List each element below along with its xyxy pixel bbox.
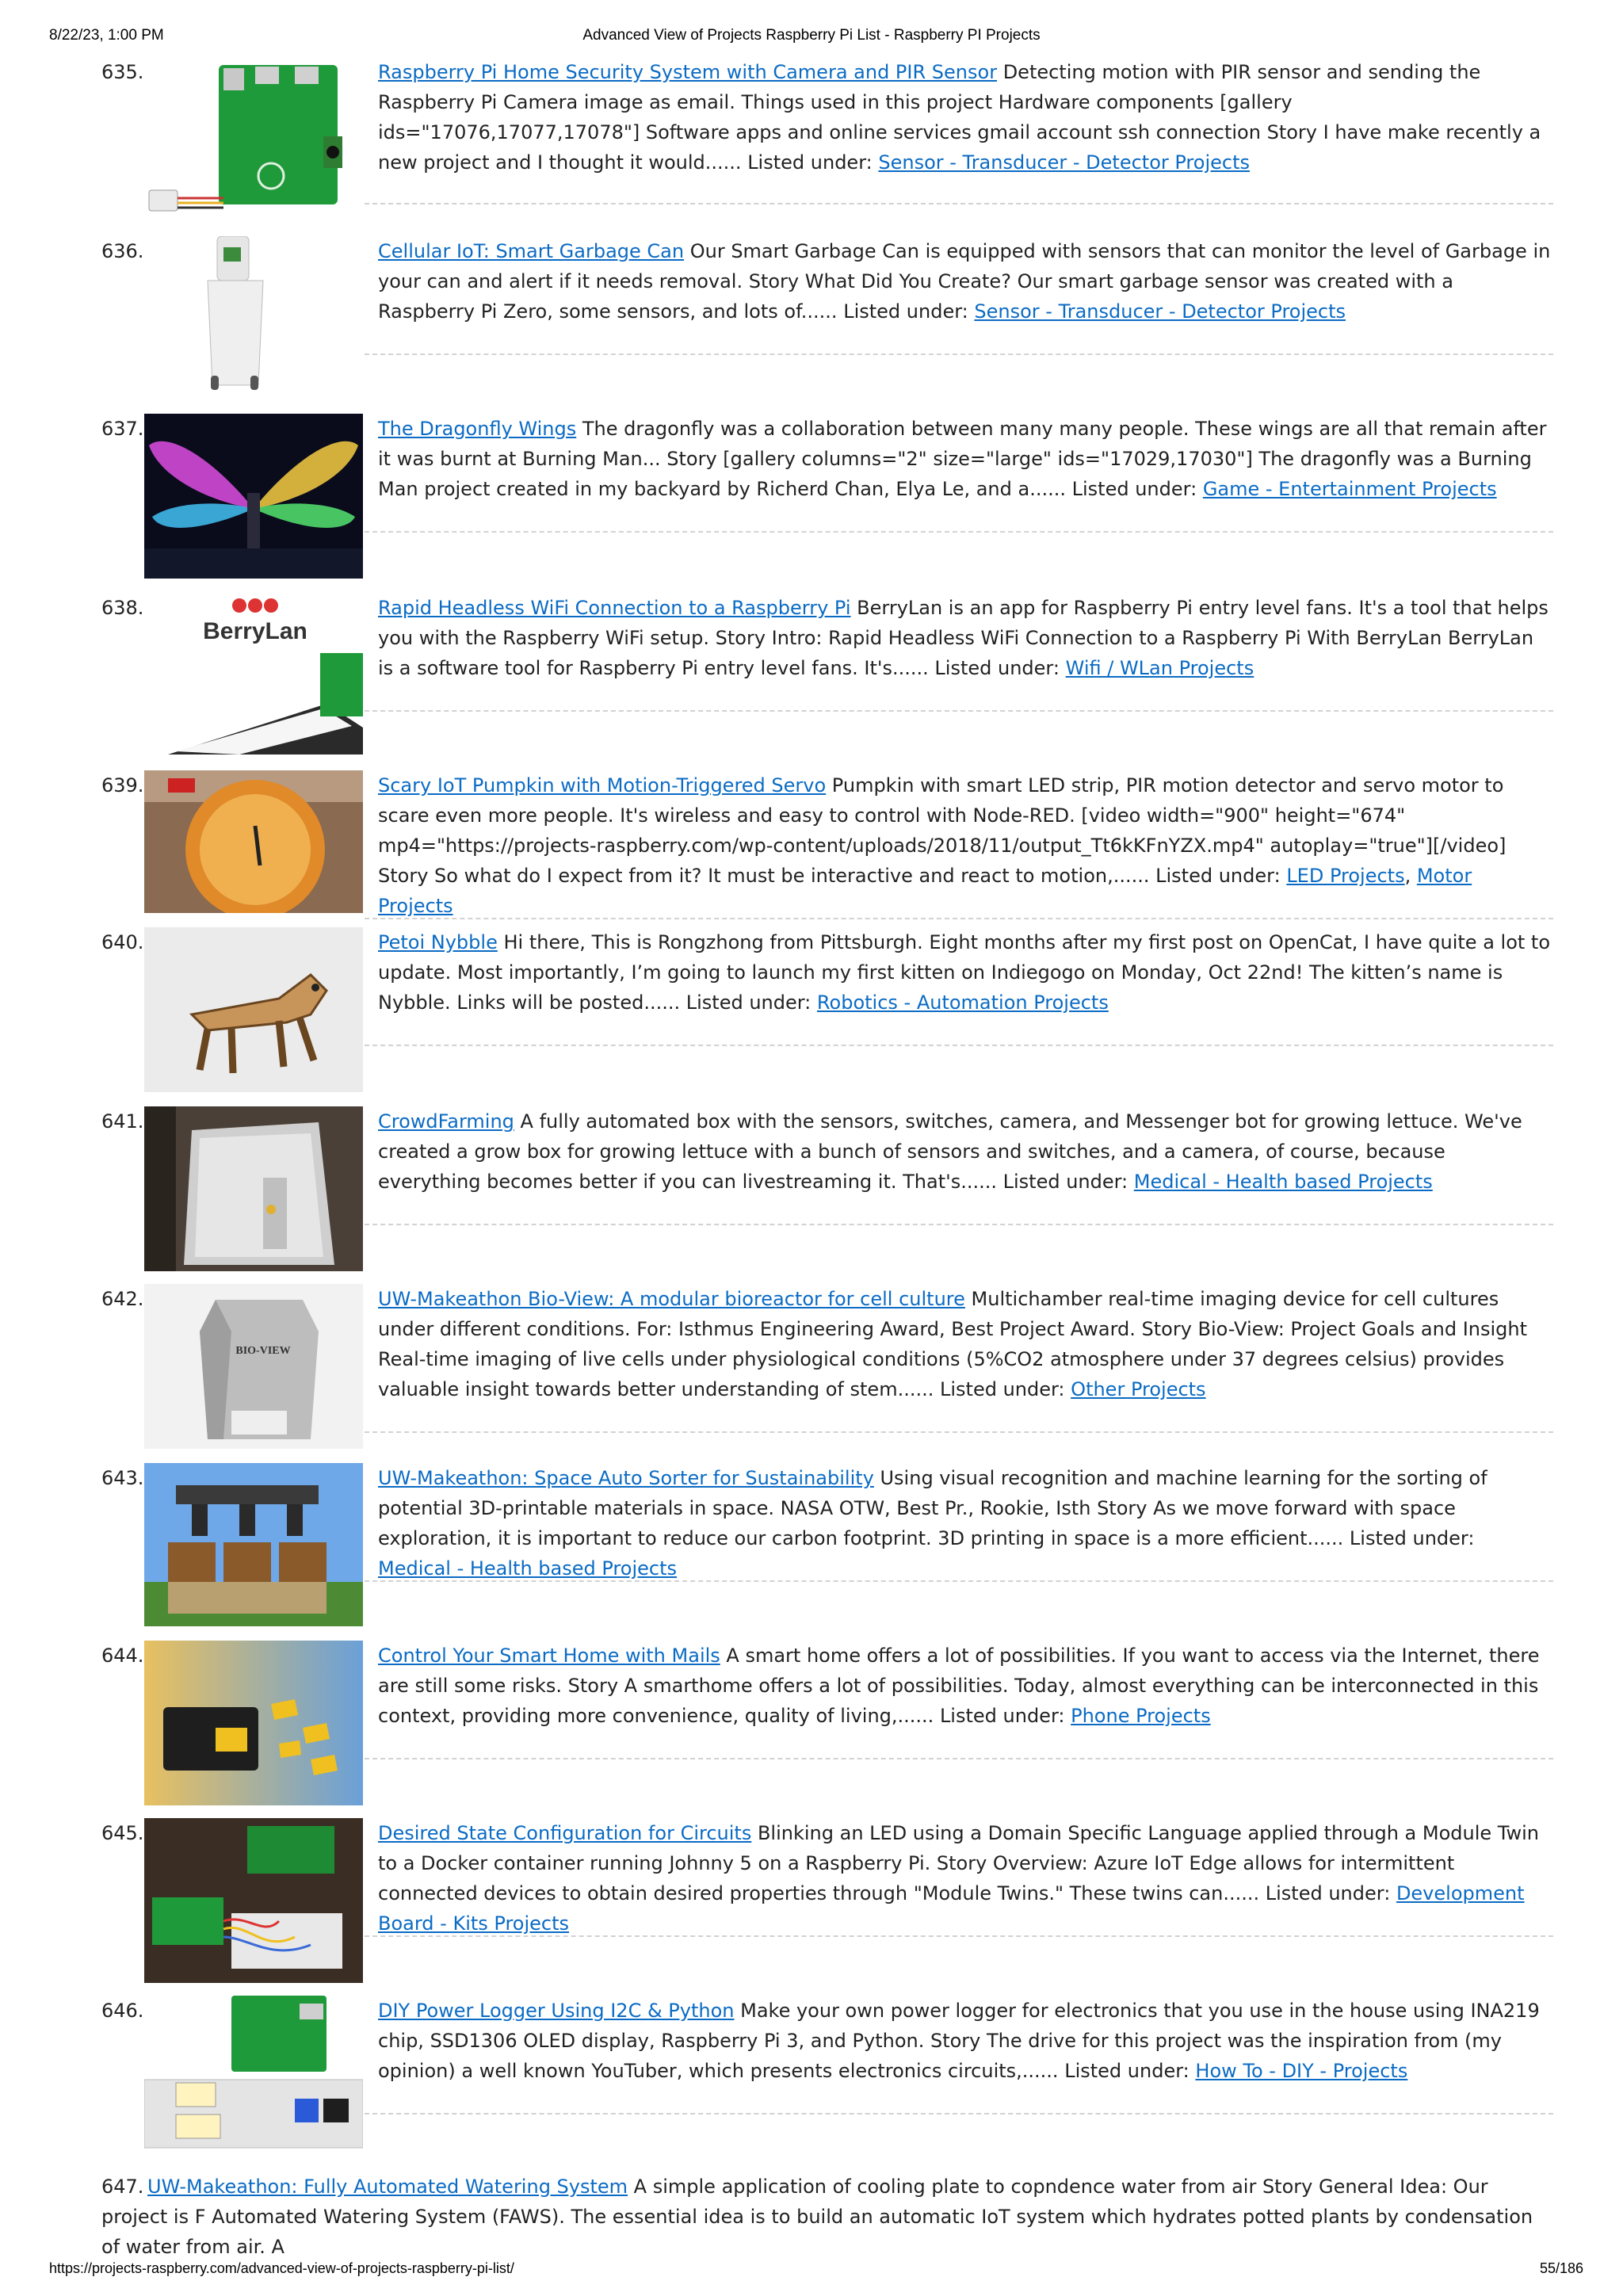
berrylan-logo: BerryLan xyxy=(203,618,307,644)
entry-description: Pumpkin with smart LED strip, PIR motion detector and servo motor to scare even more people. It's wireless and easy to control with Node-RED. [video width="900" height="674" mp4="https://projects-raspberry.com/wp-content/uploads/2018/11/output_Tt6kKFnYZX.mp4" autoplay="true"][/video] Story So what do I expect from it? It must be interactive and react to motion,...... xyxy=(378,774,1507,887)
entry-number: 642. xyxy=(101,1288,144,1310)
category-link[interactable]: Wifi / WLan Projects xyxy=(1065,657,1254,679)
listed-under-label: Listed under: xyxy=(939,1378,1065,1400)
bioview-logo: BIO-VIEW xyxy=(235,1345,291,1357)
entry-body xyxy=(378,1463,1551,1584)
category-link[interactable]: Medical - Health based Projects xyxy=(378,1557,677,1580)
separator xyxy=(365,1224,1553,1225)
entry-thumbnail[interactable] xyxy=(144,1106,363,1271)
entry-title-link[interactable]: CrowdFarming xyxy=(378,1110,514,1133)
separator xyxy=(365,203,1553,204)
entry-body xyxy=(378,1641,1551,1731)
listed-under-label: Listed under: xyxy=(939,1705,1065,1727)
entry-body xyxy=(378,236,1551,327)
entry-number: 640. xyxy=(101,931,144,953)
category-link[interactable]: Medical - Health based Projects xyxy=(1133,1171,1433,1193)
category-link[interactable]: Other Projects xyxy=(1071,1378,1206,1400)
entry-title-link[interactable]: Petoi Nybble xyxy=(378,931,498,953)
entry-title-link[interactable]: UW-Makeathon Bio-View: A modular bioreactor for cell culture xyxy=(378,1288,965,1310)
entry-number: 635. xyxy=(101,61,144,83)
entry-description: Detecting motion with PIR sensor and sending the Raspberry Pi Camera image as email. Things used in this project Hardware components [gallery ids="17076,17077,17078"] Software apps and online services gmail account ssh connection Story I have make recently a new project and I thought it would...... xyxy=(378,61,1541,174)
listed-under-label: Listed under: xyxy=(934,657,1060,679)
separator xyxy=(365,531,1553,533)
entry-title-link[interactable]: Raspberry Pi Home Security System with Camera and PIR Sensor xyxy=(378,61,998,83)
separator xyxy=(365,918,1553,919)
entry-title-link[interactable]: Cellular IoT: Smart Garbage Can xyxy=(378,240,685,262)
entry-number: 638. xyxy=(101,597,144,619)
entry-description: A smart home offers a lot of possibilities. If you want to access via the Internet, there are still some risks. Story A smarthome offers a lot of possibilities. Today, almost everything can be interconnected in this context, providing more convenience, quality of living,...... xyxy=(378,1645,1540,1727)
separator xyxy=(365,710,1553,712)
entry-description: Our Smart Garbage Can is equipped with sensors that can monitor the level of Garbage in your can and alert if it needs removal. Story What Did You Create? Our smart garbage sensor was created with a Raspberry Pi Zero, some sensors, and lots of...... xyxy=(378,240,1551,323)
entry-body xyxy=(101,2172,1552,2262)
listed-under-label: Listed under: xyxy=(1349,1527,1475,1549)
entry-body xyxy=(378,1818,1551,1939)
listed-under-label: Listed under: xyxy=(1071,478,1197,500)
entry-number: 641. xyxy=(101,1110,144,1133)
separator xyxy=(365,1935,1553,1937)
entry-description: Using visual recognition and machine learning for the sorting of potential 3D-printable materials in space. NASA OTW, Best Pr., Rookie, Isth Story As we move forward with space exploration, it is important to reduce our carbon footprint. 3D printing in space is a more efficient...... xyxy=(378,1467,1487,1549)
entry-number: 637. xyxy=(101,418,144,440)
entry-number: 645. xyxy=(101,1822,144,1844)
entry-body xyxy=(378,593,1551,683)
header-title: Advanced View of Projects Raspberry Pi List - Raspberry PI Projects xyxy=(582,27,1041,44)
entry-number: 636. xyxy=(101,240,144,262)
entry-body xyxy=(378,414,1551,504)
entry-number: 647. xyxy=(101,2176,144,2198)
entry-number: 643. xyxy=(101,1467,144,1489)
entry-thumbnail[interactable] xyxy=(144,1463,363,1626)
category-link[interactable]: Sensor - Transducer - Detector Projects xyxy=(974,300,1346,323)
header-datetime: 8/22/23, 1:00 PM xyxy=(49,27,164,44)
entry-thumbnail[interactable] xyxy=(144,770,363,913)
entry-thumbnail[interactable] xyxy=(144,1284,363,1449)
entry-title-link[interactable]: DIY Power Logger Using I2C & Python xyxy=(378,2000,735,2022)
entry-thumbnail[interactable] xyxy=(144,1641,363,1805)
entry-body xyxy=(378,1996,1551,2086)
listed-under-label: Listed under: xyxy=(1064,2060,1190,2082)
entry-number: 639. xyxy=(101,774,144,797)
entry-description: Multichamber real-time imaging device for cell cultures under different conditions. For: Isthmus Engineering Award, Best Project Award. Story Bio-View: Project Goals and Insight Real-time imaging of live cells under physiological conditions (5%CO2 atmosphere under 37 degrees celsius) provides valuable insight towards better understanding of stem...... xyxy=(378,1288,1528,1400)
entry-title-link[interactable]: UW-Makeathon: Fully Automated Watering System xyxy=(147,2176,628,2198)
entry-thumbnail[interactable] xyxy=(144,927,363,1092)
listed-under-label: Listed under: xyxy=(843,300,968,323)
category-link[interactable]: Motor Projects xyxy=(378,865,1472,917)
footer-page-number: 55/186 xyxy=(1539,2260,1583,2276)
separator xyxy=(365,2113,1553,2115)
category-link[interactable]: Phone Projects xyxy=(1071,1705,1211,1727)
entry-description: BerryLan is an app for Raspberry Pi entry level fans. It's a tool that helps you with the Raspberry WiFi setup. Story Intro: Rapid Headless WiFi Connection to a Raspberry Pi With BerryLan BerryLan is a software tool for Raspberry Pi entry level fans. It's...... xyxy=(378,597,1549,679)
category-link[interactable]: LED Projects xyxy=(1286,865,1405,887)
category-link[interactable]: Robotics - Automation Projects xyxy=(816,991,1109,1014)
separator xyxy=(365,1758,1553,1759)
entry-thumbnail[interactable] xyxy=(144,593,363,755)
entry-thumbnail[interactable] xyxy=(144,236,363,399)
entry-thumbnail[interactable] xyxy=(144,1818,363,1983)
entry-title-link[interactable]: Rapid Headless WiFi Connection to a Raspberry Pi xyxy=(378,597,851,619)
listed-under-label: Listed under: xyxy=(1155,865,1281,887)
category-link[interactable]: Development Board - Kits Projects xyxy=(378,1882,1525,1935)
separator xyxy=(365,1431,1553,1433)
entry-body xyxy=(378,1106,1551,1197)
entry-description: A fully automated box with the sensors, switches, camera, and Messenger bot for growing lettuce. We've created a grow box for growing lettuce with a bunch of sensors and switches, and a camera, of course, because everything becomes better if you can livestreaming it. That's...... xyxy=(378,1110,1522,1193)
entry-title-link[interactable]: Desired State Configuration for Circuits xyxy=(378,1822,752,1844)
entry-title-link[interactable]: Scary IoT Pumpkin with Motion-Triggered Servo xyxy=(378,774,827,797)
entry-description: A simple application of cooling plate to copndence water from air Story General Idea: Our project is F Automated Watering System (FAWS). The essential idea is to build an automatic IoT system which hydrates potted plants by condensation of water from air. A xyxy=(101,2176,1533,2258)
footer-url: https://projects-raspberry.com/advanced-view-of-projects-raspberry-pi-list/ xyxy=(49,2260,514,2276)
entry-description: Blinking an LED using a Domain Specific Language applied through a Module Twin to a Docker container running Johnny 5 on a Raspberry Pi. Story Overview: Azure IoT Edge allows for intermittent connected devices to obtain desired properties through "Module Twins." These twins can...... xyxy=(378,1822,1539,1904)
listed-under-label: Listed under: xyxy=(1265,1882,1391,1904)
entry-description: Make your own power logger for electronics that you use in the house using INA219 chip, SSD1306 OLED display, Raspberry Pi 3, and Python. Story The drive for this project was the inspiration from (my opinion) a well known YouTuber, which presents electronics circuits,...... xyxy=(378,2000,1540,2082)
entry-thumbnail[interactable] xyxy=(144,1996,363,2151)
entry-body xyxy=(378,927,1551,1018)
category-link[interactable]: Sensor - Transducer - Detector Projects xyxy=(878,151,1250,174)
entry-thumbnail[interactable] xyxy=(144,414,363,579)
entry-number: 646. xyxy=(101,2000,144,2022)
entry-title-link[interactable]: UW-Makeathon: Space Auto Sorter for Sustainability xyxy=(378,1467,874,1489)
entry-thumbnail[interactable] xyxy=(144,57,363,220)
listed-under-label: Listed under: xyxy=(685,991,812,1014)
entry-body: Scary IoT Pumpkin with Motion-Triggered Servo Pumpkin with smart LED strip, PIR motion detector and servo motor to scare even more people. It's wireless and easy to control with Node-RED. [video width="900" height="674" mp4="https://projects-raspberry.com/wp-content/uploads/2018/11/output_Tt6kKFnYZX.mp4" autoplay="true"][/video] Story So what do I expect from it? It must be interactive and react to motion,...... Listed under: LED Projects, Motor Projects xyxy=(378,774,1507,917)
separator xyxy=(365,1045,1553,1046)
listed-under-label: Listed under: xyxy=(1002,1171,1128,1193)
listed-under-label: Listed under: xyxy=(747,151,873,174)
entry-description: The dragonfly was a collaboration between many many people. These wings are all that remain after it was burnt at Burning Man... Story [gallery columns="2" size="large" ids="17029,17030"] The dragonfly was a Burning Man project created in my backyard by Richerd Chan, Elya Le, and a...... xyxy=(378,418,1547,500)
separator xyxy=(365,353,1553,355)
category-link[interactable]: How To - DIY - Projects xyxy=(1195,2060,1408,2082)
separator xyxy=(365,1580,1553,1582)
entry-title-link[interactable]: Control Your Smart Home with Mails xyxy=(378,1645,720,1667)
category-link[interactable]: Game - Entertainment Projects xyxy=(1202,478,1497,500)
entry-number: 644. xyxy=(101,1645,144,1667)
entry-body xyxy=(378,57,1551,178)
entry-description: Hi there, This is Rongzhong from Pittsburgh. Eight months after my first post on OpenCat, I have quite a lot to update. Most importantly, I’m going to launch my first kitten on Indiegogo on Monday, Oct 22nd! The kitten’s name is Nybble. Links will be posted...... xyxy=(378,931,1551,1014)
entry-title-link[interactable]: The Dragonfly Wings xyxy=(378,418,577,440)
entry-body xyxy=(378,1284,1551,1404)
